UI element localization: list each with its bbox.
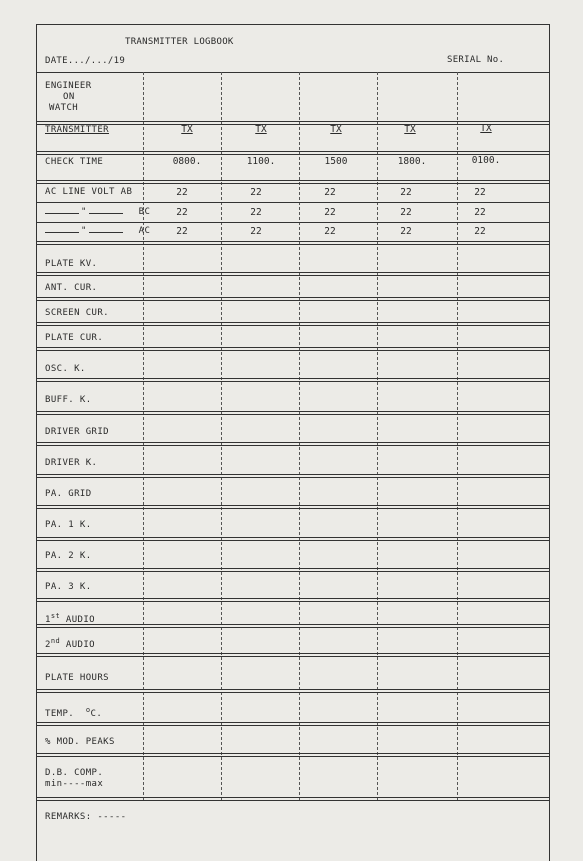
rule — [37, 72, 549, 73]
rule — [37, 442, 549, 446]
ditto-mark: " — [81, 207, 87, 217]
ac-line-volt-ab-label: AC LINE VOLT AB — [45, 187, 133, 197]
ac-ab-value: 22 — [176, 187, 188, 198]
logbook-form — [36, 24, 550, 861]
rule — [37, 180, 549, 184]
audio-text: AUDIO — [65, 615, 95, 625]
column-header-tx: TX — [404, 124, 416, 135]
rule — [37, 653, 549, 657]
ac-ab-value: 22 — [324, 187, 336, 198]
row-label-osc-k: OSC. K. — [45, 364, 86, 374]
column-header-tx: TX — [330, 124, 342, 135]
ac-ab-value: 22 — [474, 187, 486, 198]
rule — [37, 272, 549, 276]
check-time-label: CHECK TIME — [45, 157, 104, 167]
rule — [37, 241, 549, 245]
ordinal-suffix: nd — [50, 637, 61, 645]
date-field: DATE.../.../19 — [45, 56, 126, 66]
temp-unit: C. — [90, 709, 103, 719]
row-label-pa-grid: PA. GRID — [45, 489, 92, 499]
ac-ab-value: 22 — [250, 187, 262, 198]
form-title: TRANSMITTER LOGBOOK — [125, 37, 234, 47]
rule — [37, 202, 549, 203]
rule — [37, 797, 549, 801]
rule — [37, 568, 549, 572]
temp-text: TEMP. — [45, 709, 75, 719]
ac-line-volt-ac-label — [45, 226, 150, 237]
ac-line-volt-bc-label — [45, 207, 150, 218]
rule — [37, 722, 549, 726]
row-label-buff-k: BUFF. K. — [45, 395, 92, 405]
rule — [37, 689, 549, 693]
row-label-driver-grid: DRIVER GRID — [45, 427, 110, 437]
row-label-screen-cur: SCREEN CUR. — [45, 308, 110, 318]
ordinal-suffix: st — [50, 612, 61, 620]
remarks-label: REMARKS: ----- — [45, 812, 127, 822]
row-label-ant-cur: ANT. CUR. — [45, 283, 98, 293]
check-time-value: 1100. — [246, 156, 276, 167]
ac-bc-value: 22 — [176, 207, 188, 218]
column-header-tx: TX — [255, 124, 267, 135]
row-label-plate-hours: PLATE HOURS — [45, 673, 110, 683]
rule — [37, 347, 549, 351]
row-label-driver-k: DRIVER K. — [45, 458, 98, 468]
row-label-pa-2-k: PA. 2 K. — [45, 551, 92, 561]
row-label-temp — [45, 705, 102, 720]
ac-ac-value: 22 — [176, 226, 188, 237]
engineer-label-line: ENGINEER — [45, 81, 92, 91]
rule — [37, 322, 549, 326]
check-time-value: 1800. — [397, 156, 427, 167]
audio-text: AUDIO — [65, 640, 95, 650]
check-time-value: 0100. — [471, 155, 501, 166]
rule — [37, 411, 549, 415]
row-label-plate-kv: PLATE KV. — [45, 259, 98, 269]
transmitter-label: TRANSMITTER — [45, 125, 110, 135]
ac-bc-value: 22 — [324, 207, 336, 218]
row-label-db-comp — [45, 768, 103, 790]
row-label-mod-peaks: % MOD. PEAKS — [45, 737, 115, 747]
db-comp-line: min----max — [45, 779, 104, 789]
ac-ac-value: 22 — [400, 226, 412, 237]
rule — [37, 537, 549, 541]
degree-mark: o — [85, 706, 91, 714]
row-label-second-audio — [45, 636, 95, 651]
bc-label: BC — [138, 207, 151, 217]
column-header-tx: TX — [181, 124, 193, 135]
rule — [37, 624, 549, 628]
ac-ac-value: 22 — [250, 226, 262, 237]
column-header-tx: TX — [480, 123, 492, 134]
ac-label: AC — [138, 226, 151, 236]
rule — [37, 378, 549, 382]
audio-number: 2 — [45, 640, 51, 650]
ac-bc-value: 22 — [250, 207, 262, 218]
rule — [37, 753, 549, 757]
row-label-pa-1-k: PA. 1 K. — [45, 520, 92, 530]
rule — [37, 505, 549, 509]
check-time-value: 1500 — [324, 156, 348, 167]
ac-bc-value: 22 — [474, 207, 486, 218]
check-time-value: 0800. — [172, 156, 202, 167]
engineer-label-line: WATCH — [49, 103, 79, 113]
ac-ab-value: 22 — [400, 187, 412, 198]
ac-ac-value: 22 — [324, 226, 336, 237]
rule — [37, 598, 549, 602]
serial-number-label: SERIAL No. — [447, 55, 505, 65]
engineer-label-line: ON — [63, 92, 75, 102]
ac-bc-value: 22 — [400, 207, 412, 218]
ac-ac-value: 22 — [474, 226, 486, 237]
engineer-label — [45, 81, 92, 114]
audio-number: 1 — [45, 615, 51, 625]
rule — [37, 297, 549, 301]
row-label-plate-cur: PLATE CUR. — [45, 333, 104, 343]
db-comp-line: D.B. COMP. — [45, 768, 104, 778]
rule — [37, 222, 549, 223]
ditto-mark: " — [81, 226, 87, 236]
rule — [37, 474, 549, 478]
row-label-pa-3-k: PA. 3 K. — [45, 582, 92, 592]
